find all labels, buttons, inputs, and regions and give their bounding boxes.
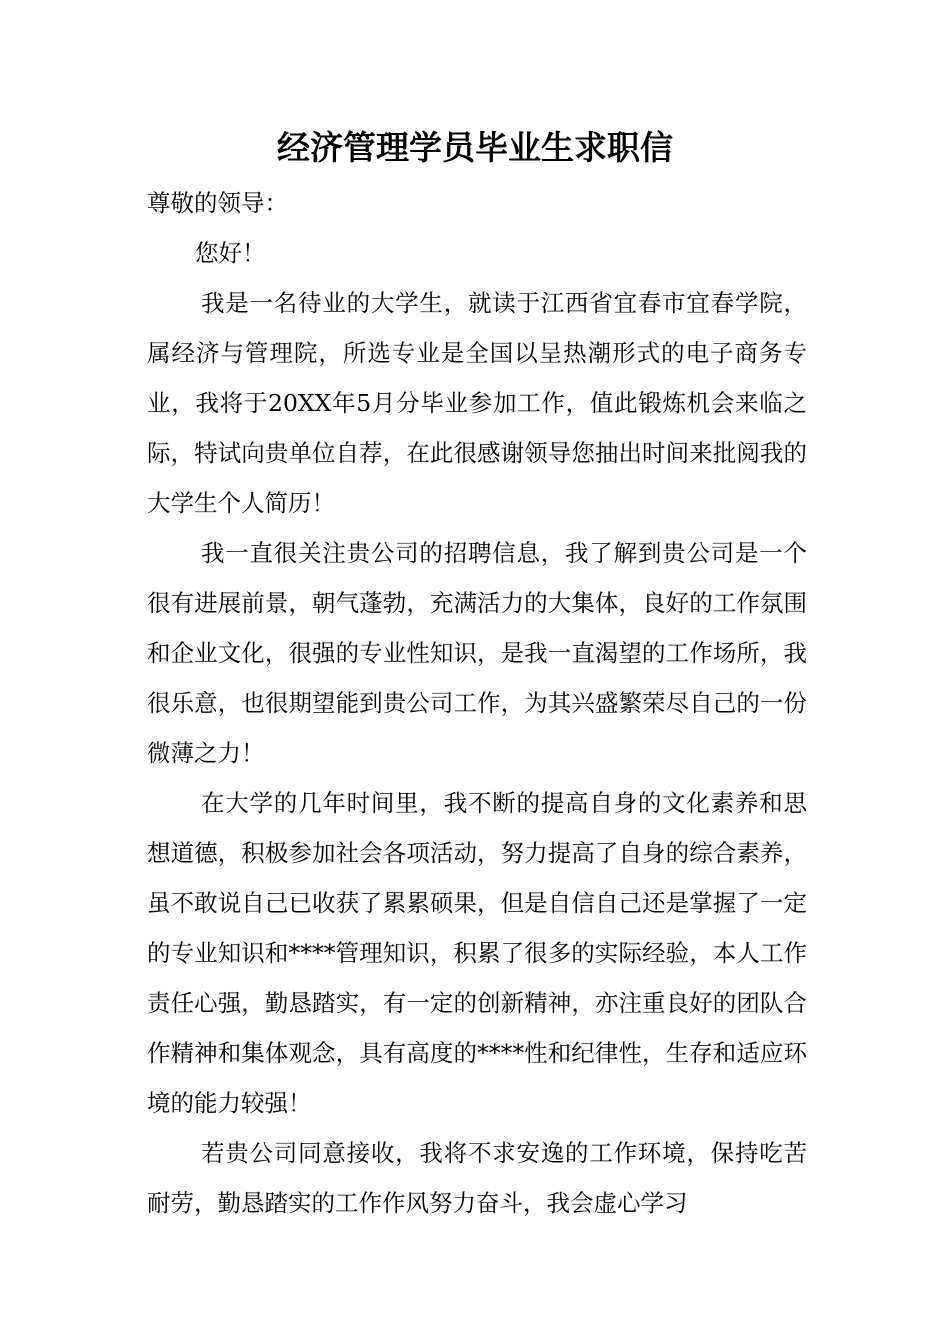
greeting: 您好！ <box>195 239 266 267</box>
paragraph-company-interest: 我一直很关注贵公司的招聘信息，我了解到贵公司是一个很有进展前景，朝气蓬勃，充满活力的大集体，良好的工作氛围和企业文化，很强的专业性知识，是我一直渴望的工作场所，我很乐意，也很期望能到贵公司工作，为其兴盛繁荣尽自己的一份微薄之力！ <box>147 539 807 767</box>
paragraph-commitment: 若贵公司同意接收，我将不求安逸的工作环境，保持吃苦耐劳，勤恳踏实的工作作风努力奋斗，我会虚心学习 <box>147 1139 807 1217</box>
paragraph-qualifications: 在大学的几年时间里，我不断的提高自身的文化素养和思想道德，积极参加社会各项活动，努力提高了自身的综合素养，虽不敢说自己已收获了累累硕果，但是自信自己还是掌握了一定的专业知识和****管理知识，积累了很多的实际经验，本人工作责任心强，勤恳踏实，有一定的创新精神，亦注重良好的团队合作精神和集体观念，具有高度的****性和纪律性，生存和适应环境的能力较强！ <box>147 789 807 1117</box>
paragraph-intro: 我是一名待业的大学生，就读于江西省宜春市宜春学院，属经济与管理院，所选专业是全国以呈热潮形式的电子商务专业，我将于20XX年5月分毕业参加工作，值此锻炼机会来临之际，特试向贵单位自荐，在此很感谢领导您抽出时间来批阅我的大学生个人简历！ <box>147 289 807 517</box>
salutation: 尊敬的领导： <box>147 189 288 217</box>
document-title: 经济管理学员毕业生求职信 <box>277 128 673 167</box>
letter-body <box>147 178 807 1228</box>
